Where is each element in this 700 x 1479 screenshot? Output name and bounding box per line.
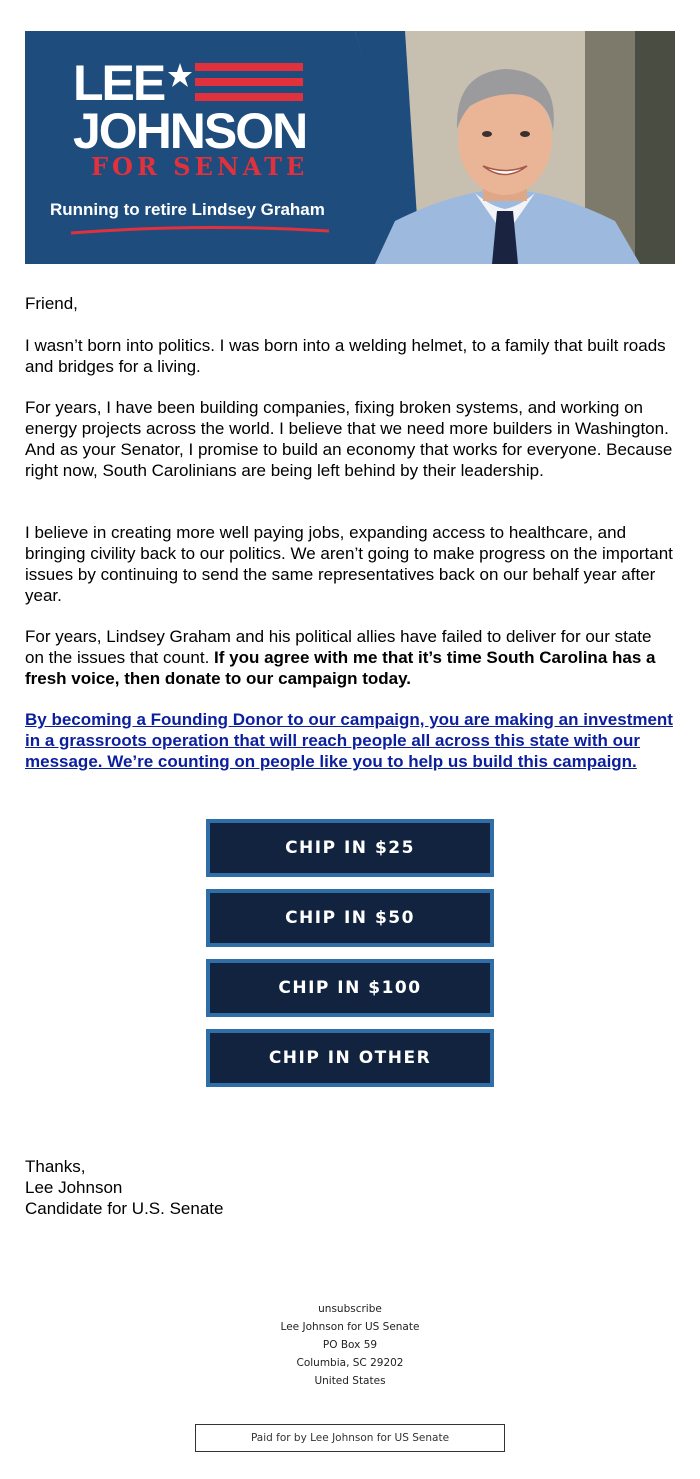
footer-country: United States (314, 1375, 386, 1387)
flag-stripes (195, 63, 303, 103)
tagline-underline (69, 225, 331, 235)
logo-johnson: JOHNSON (73, 103, 307, 159)
paragraph-4-text: For years, Lindsey Graham and his political allies have failed to deliver for our state on the issues that count. (25, 627, 652, 667)
chip-in-50-button[interactable]: CHIP IN $50 (206, 889, 494, 947)
signoff-thanks: Thanks, (25, 1157, 86, 1176)
paragraph-3: I believe in creating more well paying jobs, expanding access to healthcare, and bringing civility back to our politics. We aren’t going to make progress on the important issues by continuing to send the same representatives back on our behalf year after year. (25, 523, 673, 605)
banner-tagline: Running to retire Lindsey Graham (50, 200, 325, 219)
chip-in-25-button[interactable]: CHIP IN $25 (206, 819, 494, 877)
email-footer (0, 1300, 700, 1390)
founding-donor-link[interactable]: By becoming a Founding Donor to our campaign, you are making an investment in a grassroots operation that will reach people all across this state with our message. We’re counting on people like you to help us build this campaign. (25, 710, 673, 771)
chip-in-100-button[interactable]: CHIP IN $100 (206, 959, 494, 1017)
footer-city: Columbia, SC 29202 (296, 1357, 404, 1369)
paid-for-disclaimer: Paid for by Lee Johnson for US Senate (195, 1424, 505, 1452)
logo-for-senate: FOR SENATE (91, 152, 309, 181)
footer-po-box: PO Box 59 (322, 1339, 378, 1351)
paragraph-2: For years, I have been building companies, fixing broken systems, and working on energy projects across the world. I believe that we need more builders in Washington. And as your Senator, I promise to build an economy that works for everyone. Because right now, South Carolinians are being left behind by their leadership. (25, 398, 673, 480)
signoff-title: Candidate for U.S. Senate (25, 1199, 224, 1218)
paragraph-4-bold: If you agree with me that it’s time South Carolina has a fresh voice, then donate to our campaign today. (25, 648, 656, 688)
greeting: Friend, (25, 294, 78, 313)
footer-org: Lee Johnson for US Senate (280, 1321, 420, 1333)
logo-lee: LEE (73, 55, 165, 111)
paragraph-1: I wasn’t born into politics. I was born into a welding helmet, to a family that built roads and bridges for a living. (25, 336, 666, 376)
header-banner[interactable] (25, 31, 675, 264)
founding-donor-paragraph (25, 709, 675, 772)
signoff-name: Lee Johnson (25, 1178, 123, 1197)
star-icon (167, 62, 193, 88)
signature-block (25, 1156, 223, 1219)
paragraph-4 (25, 626, 675, 689)
chip-in-other-button[interactable]: CHIP IN OTHER (206, 1029, 494, 1087)
candidate-photo (355, 31, 675, 264)
unsubscribe-link[interactable]: unsubscribe (318, 1303, 382, 1315)
